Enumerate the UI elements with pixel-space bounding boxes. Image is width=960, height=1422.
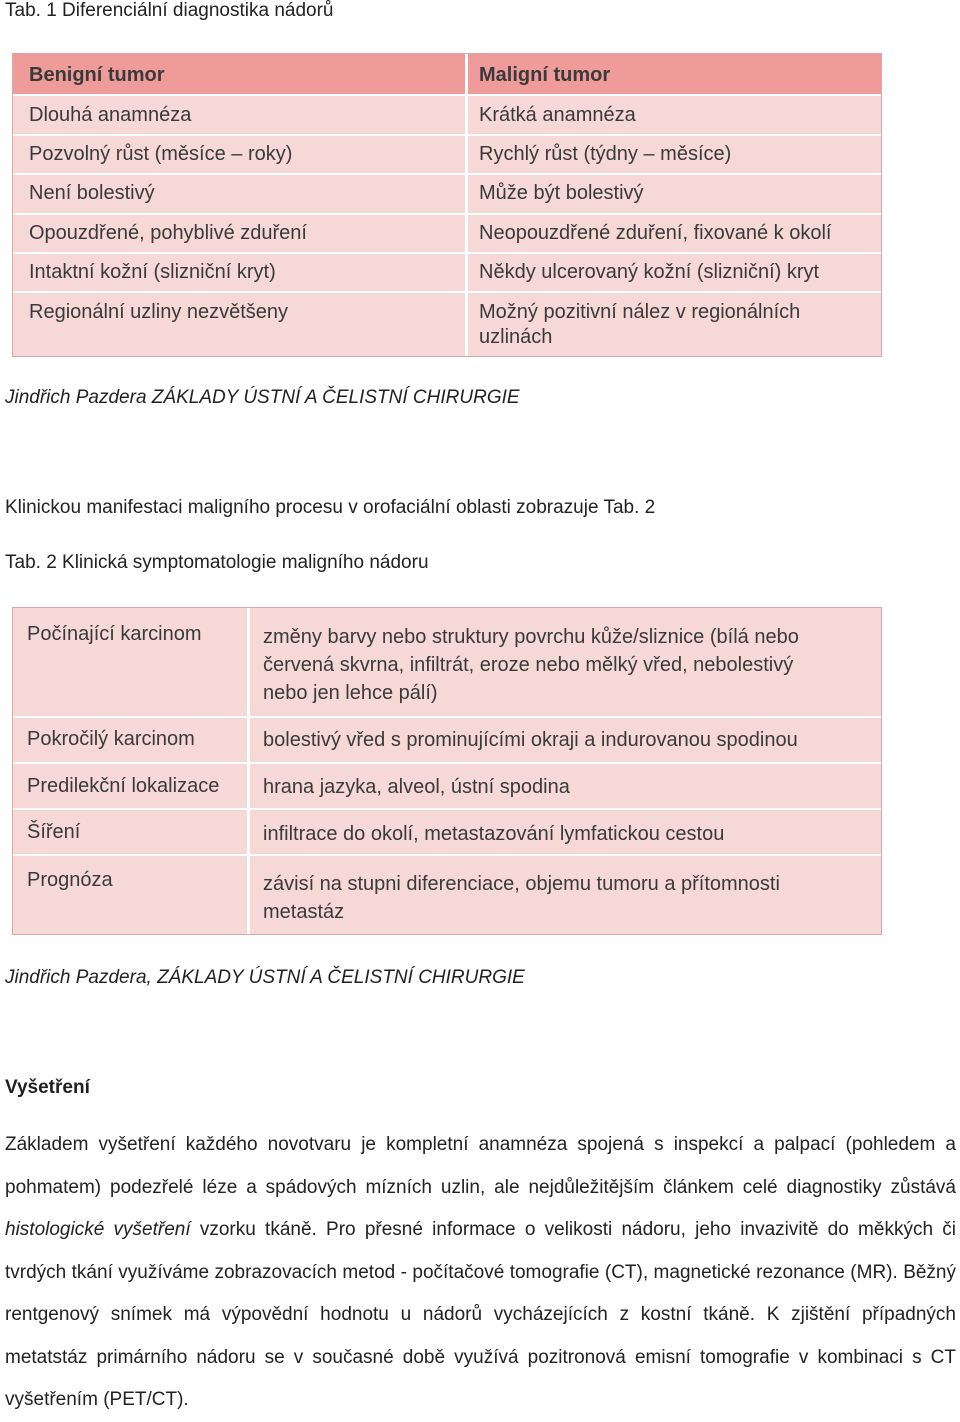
table2-label: Predilekční lokalizace	[27, 775, 220, 797]
table1-cell: Opouzdřené, pohyblivé zduření	[29, 222, 307, 244]
table1-cell: Může být bolestivý	[479, 182, 644, 204]
table1-cell: Možný pozitivní nález v regionálních uzlinách	[479, 301, 801, 348]
intro-text: Klinickou manifestaci maligního procesu v orofaciální oblasti zobrazuje Tab. 2	[5, 497, 656, 518]
table2	[12, 607, 882, 935]
emphasis-text: histologické vyšetření	[5, 1219, 191, 1240]
table2-value: hrana jazyka, alveol, ústní spodina	[263, 776, 570, 798]
table2-value: bolestivý vřed s prominujícími okraji a indurovanou spodinou	[263, 729, 798, 751]
table1-source: Jindřich Pazdera ZÁKLADY ÚSTNÍ A ČELISTNÍ CHIRURGIE	[5, 387, 520, 408]
table1-cell: Intaktní kožní (slizniční kryt)	[29, 261, 276, 283]
table2-caption: Tab. 2 Klinická symptomatologie maligního nádoru	[5, 552, 429, 573]
table2-label: Prognóza	[27, 869, 113, 891]
table1-header-malignant: Maligní tumor	[479, 64, 611, 86]
table2-label: Šíření	[27, 821, 81, 843]
table1-cell: Regionální uzliny nezvětšeny	[29, 301, 289, 323]
section-paragraph: Základem vyšetření každého novotvaru je kompletní anamnéza spojená s inspekcí a palpací (pohledem a pohmatem) podezřelé léze a spádových mízních uzlin, ale nejdůležitějším článkem celé diagnostiky zůstává histologické vyšetření vzorku tkáně. Pro přesné informace o velikosti nádoru, jeho invazivitě do měkkých či tvrdých tkání využíváme zobrazovacích metod - počítačové tomografie (CT), magnetické rezonance (MR). Běžný rentgenový snímek má výpovědní hodnotu u nádorů vycházejících z kostní tkáně. K zjištění případných metatstáz primárního nádoru se v současné době využívá pozitronová emisní tomografie v kombinaci s CT vyšetřením (PET/CT).	[5, 1134, 956, 1410]
table1-cell: Neopouzdřené zduření, fixované k okolí	[479, 222, 832, 244]
table2-label: Počínající karcinom	[27, 623, 202, 645]
table1	[12, 53, 882, 357]
table2-value: změny barvy nebo struktury povrchu kůže/sliznice (bílá nebo červená skvrna, infiltrát, eroze nebo mělký vřed, nebolestivý nebo jen lehce pálí)	[263, 626, 799, 704]
table1-cell: Pozvolný růst (měsíce – roky)	[29, 143, 293, 165]
table1-caption: Tab. 1 Diferenciální diagnostika nádorů	[5, 0, 334, 21]
table1-cell: Není bolestivý	[29, 182, 155, 204]
section-heading: Vyšetření	[5, 1077, 90, 1098]
table2-value: infiltrace do okolí, metastazování lymfatickou cestou	[263, 823, 725, 845]
table1-cell: Dlouhá anamnéza	[29, 104, 192, 126]
table2-label: Pokročilý karcinom	[27, 728, 195, 750]
table1-header-benign: Benigní tumor	[29, 64, 165, 86]
table1-cell: Někdy ulcerovaný kožní (slizniční) kryt	[479, 261, 820, 283]
table1-cell: Krátká anamnéza	[479, 104, 636, 126]
table2-source: Jindřich Pazdera, ZÁKLADY ÚSTNÍ A ČELISTNÍ CHIRURGIE	[5, 967, 525, 988]
table2-value: závisí na stupni diferenciace, objemu tumoru a přítomnosti metastáz	[263, 873, 780, 923]
table1-cell: Rychlý růst (týdny – měsíce)	[479, 143, 732, 165]
